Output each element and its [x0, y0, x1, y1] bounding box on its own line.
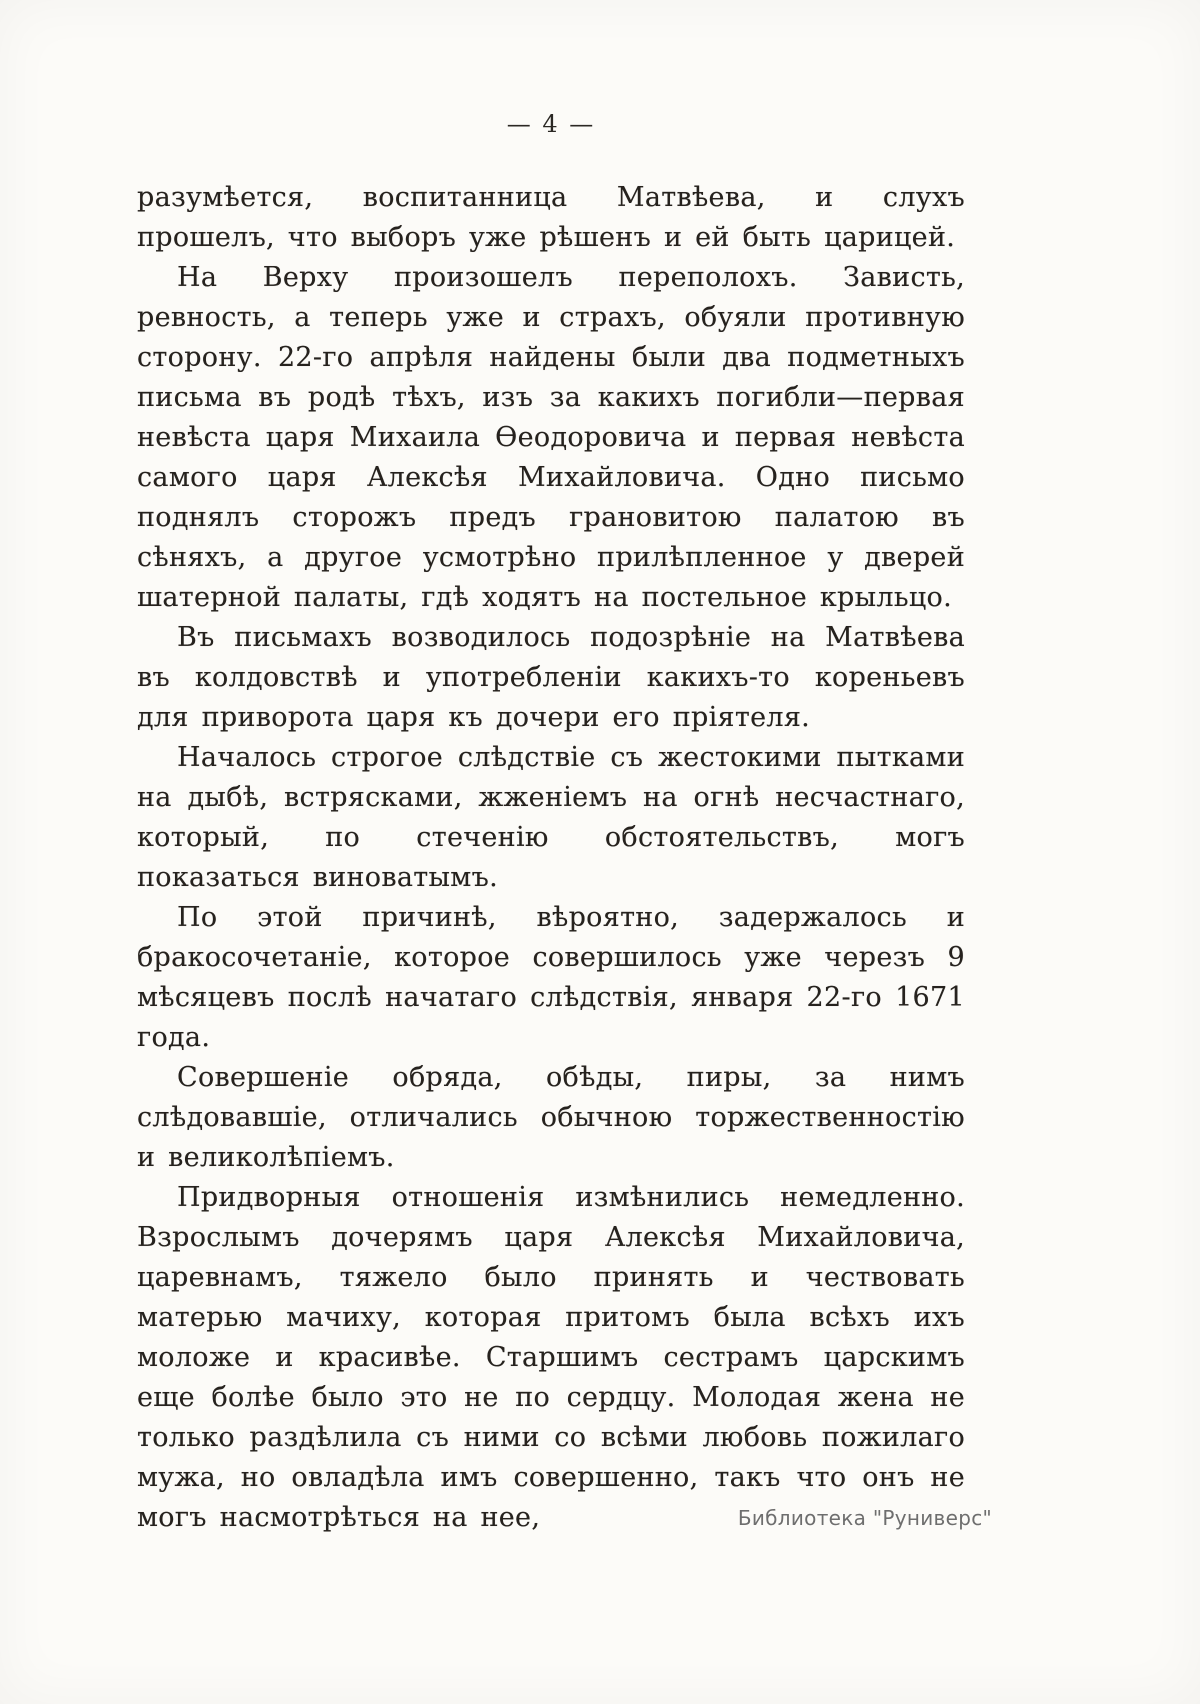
paragraph-3: Въ письмахъ возводилось подозрѣніе на Матвѣева въ колдовствѣ и употребленіи какихъ-то кореньевъ для приворота царя къ дочери его пріятеля. [137, 622, 965, 733]
paragraph-1: разумѣется, воспитанница Матвѣева, и слухъ прошелъ, что выборъ уже рѣшенъ и ей быть царицей. [137, 182, 965, 253]
paragraph-5: По этой причинѣ, вѣроятно, задержалось и бракосочетаніе, которое совершилось уже черезъ 9 мѣсяцевъ послѣ начатаго слѣдствія, января 22-го 1671 года. [137, 902, 965, 1053]
paragraph-7: Придворныя отношенія измѣнились немедленно. Взрослымъ дочерямъ царя Алексѣя Михайловича, царевнамъ, тяжело было принять и чествовать матерью мачиху, которая притомъ была всѣхъ ихъ моложе и красивѣе. Старшимъ сестрамъ царскимъ еще болѣе было это не по сердцу. Молодая жена не только раздѣлила съ ними со всѣми любовь пожилаго мужа, но овладѣла имъ совершенно, такъ что онъ не могъ насмотрѣться на нее, [137, 1182, 965, 1533]
watermark: Библиотека "Руниверс" [737, 1506, 992, 1530]
page-number: — 4 — [506, 110, 596, 138]
paragraph-4: Началось строгое слѣдствіе съ жестокими пытками на дыбѣ, встрясками, жженіемъ на огнѣ несчастнаго, который, по стеченію обстоятельствъ, могъ показаться виноватымъ. [137, 742, 965, 893]
paragraph-6: Совершеніе обряда, обѣды, пиры, за нимъ слѣдовавшіе, отличались обычною торжественностію и великолѣпіемъ. [137, 1062, 965, 1173]
paragraph-2: На Верху произошелъ переполохъ. Зависть, ревность, а теперь уже и страхъ, обуяли противную сторону. 22-го апрѣля найдены были два подметныхъ письма въ родѣ тѣхъ, изъ за какихъ погибли—первая невѣста царя Михаила Ѳеодоровича и первая невѣста самого царя Алексѣя Михайловича. Одно письмо поднялъ сторожъ предъ грановитою палатою въ сѣняхъ, а другое усмотрѣно прилѣпленное у дверей шатерной палаты, гдѣ ходятъ на постельное крыльцо. [137, 262, 965, 613]
text-block [137, 178, 965, 1538]
